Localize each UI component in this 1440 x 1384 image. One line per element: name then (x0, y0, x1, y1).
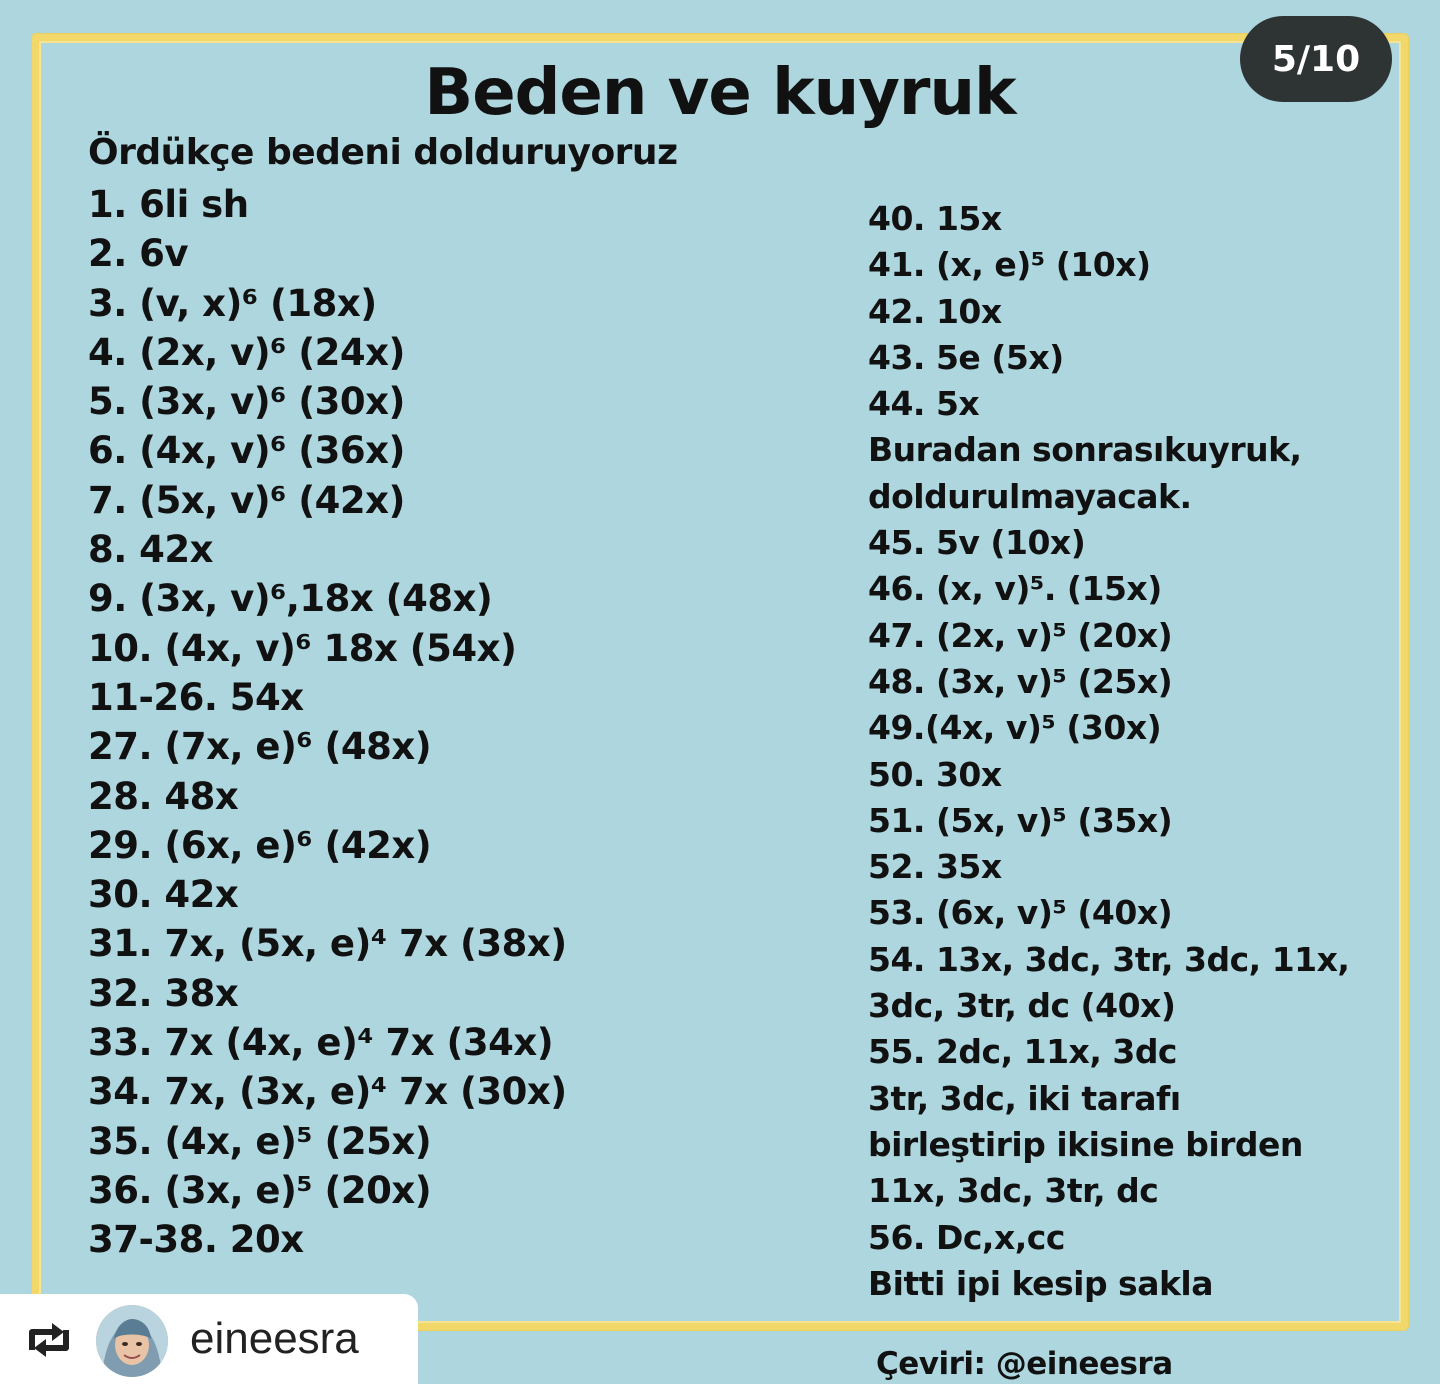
list-item: 36. (3x, e)⁵ (20x) (88, 1168, 432, 1212)
list-item: 32. 38x (88, 971, 239, 1015)
list-item: 1. 6li sh (88, 183, 249, 226)
list-item: 3dc, 3tr, dc (40x) (868, 986, 1176, 1026)
list-item: 31. 7x, (5x, e)⁴ 7x (38x) (88, 922, 567, 966)
list-item: 51. (5x, v)⁵ (35x) (868, 800, 1173, 840)
list-item: 43. 5e (5x) (868, 337, 1064, 377)
list-item: birleştirip ikisine birden (868, 1124, 1303, 1164)
list-item: 40. 15x (868, 199, 1002, 238)
list-item: 11-26. 54x (88, 675, 304, 719)
repost-username[interactable]: eineesra (190, 1314, 359, 1363)
left-steps-list (88, 180, 567, 1265)
list-item: 7. (5x, v)⁶ (42x) (88, 478, 405, 522)
section-note: doldurulmayacak. (868, 476, 1192, 516)
list-item: 37-38. 20x (88, 1218, 304, 1262)
list-item: 28. 48x (88, 774, 239, 818)
list-item: 33. 7x (4x, e)⁴ 7x (34x) (88, 1021, 554, 1065)
avatar[interactable] (96, 1305, 168, 1377)
list-item: 8. 42x (88, 528, 214, 572)
list-item: 50. 30x (868, 754, 1002, 794)
list-item: 55. 2dc, 11x, 3dc (868, 1032, 1177, 1072)
list-item: 56. Dc,x,cc (868, 1217, 1065, 1257)
list-item: 10. (4x, v)⁶ 18x (54x) (88, 626, 517, 670)
repost-bar[interactable] (0, 1294, 418, 1384)
list-item: 46. (x, v)⁵. (15x) (868, 569, 1162, 609)
list-item: 34. 7x, (3x, e)⁴ 7x (30x) (88, 1070, 567, 1114)
list-item: 47. (2x, v)⁵ (20x) (868, 615, 1173, 655)
list-item: 41. (x, e)⁵ (10x) (868, 245, 1151, 285)
list-item: 6. (4x, v)⁶ (36x) (88, 429, 405, 473)
list-item: 45. 5v (10x) (868, 523, 1086, 563)
section-note: Buradan sonrasıkuyruk, (868, 430, 1302, 470)
list-item: 2. 6v (88, 232, 189, 276)
list-item: 29. (6x, e)⁶ (42x) (88, 823, 432, 867)
list-item: 5. (3x, v)⁶ (30x) (88, 380, 405, 424)
list-item: 52. 35x (868, 847, 1002, 887)
page-title: Beden ve kuyruk (424, 56, 1016, 130)
repost-icon[interactable] (22, 1320, 76, 1360)
right-steps-list (868, 196, 1349, 1307)
list-item: 27. (7x, e)⁶ (48x) (88, 725, 432, 769)
list-item: 42. 10x (868, 291, 1002, 331)
list-item: 53. (6x, v)⁵ (40x) (868, 893, 1173, 933)
list-item: 11x, 3dc, 3tr, dc (868, 1171, 1159, 1211)
list-item: Bitti ipi kesip sakla (868, 1263, 1213, 1303)
list-item: 9. (3x, v)⁶,18x (48x) (88, 577, 493, 621)
list-item: 35. (4x, e)⁵ (25x) (88, 1119, 432, 1163)
list-item: 44. 5x (868, 384, 980, 424)
list-item: 3. (v, x)⁶ (18x) (88, 281, 377, 325)
list-item: 4. (2x, v)⁶ (24x) (88, 330, 405, 374)
subtitle: Ördükçe bedeni dolduruyoruz (88, 132, 678, 173)
page-counter: 5/10 (1240, 16, 1392, 102)
list-item: 3tr, 3dc, iki tarafı (868, 1078, 1181, 1118)
list-item: 54. 13x, 3dc, 3tr, 3dc, 11x, (868, 939, 1350, 979)
translation-credit: Çeviri: @eineesra (876, 1346, 1173, 1382)
list-item: 30. 42x (88, 873, 239, 917)
list-item: 49.(4x, v)⁵ (30x) (868, 708, 1162, 748)
list-item: 48. (3x, v)⁵ (25x) (868, 661, 1173, 701)
